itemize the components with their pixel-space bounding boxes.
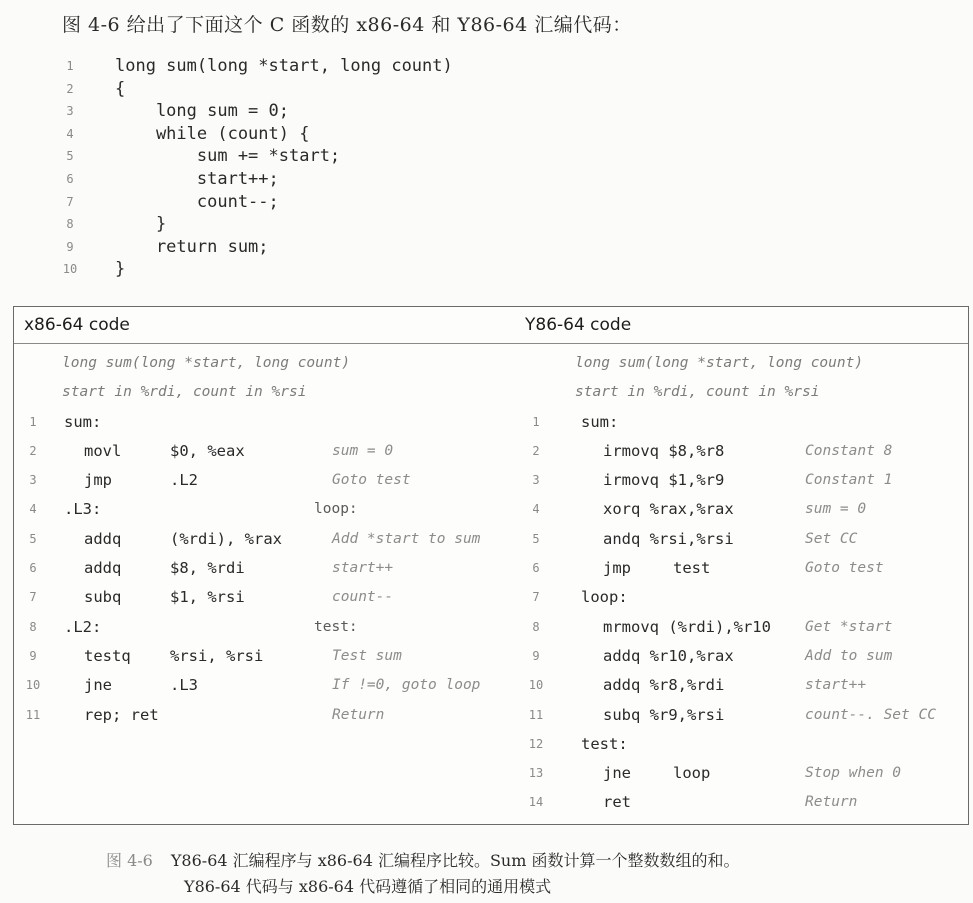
asm-comment: sum = 0	[805, 501, 867, 518]
asm-line	[14, 408, 504, 437]
asm-line	[517, 671, 967, 700]
asm-line	[14, 583, 504, 612]
line-number: 5	[532, 531, 540, 546]
line-number: 3	[29, 473, 37, 488]
line-number: 9	[29, 648, 37, 663]
asm-line	[517, 495, 967, 524]
line-number: 2	[29, 443, 37, 458]
asm-comment: Add *start to sum	[332, 530, 481, 547]
line-number: 11	[25, 707, 41, 722]
asm-operands: .L2	[170, 471, 198, 490]
asm-instruction: addq	[84, 559, 122, 578]
line-number: 2	[532, 443, 540, 458]
caption-line-2: Y86-64 代码与 x86-64 代码遵循了相同的通用模式	[184, 877, 552, 896]
asm-label: .L3:	[64, 500, 102, 519]
asm-line	[14, 613, 504, 642]
asm-line	[517, 642, 967, 671]
asm-line	[14, 466, 504, 495]
code-text: count--;	[115, 191, 279, 212]
asm-label: sum:	[64, 412, 102, 431]
asm-line	[517, 437, 967, 466]
line-number: 4	[532, 502, 540, 517]
signature-comment: start in %rdi, count in %rsi	[62, 384, 307, 401]
asm-instruction: jne	[603, 764, 631, 783]
asm-line	[14, 525, 504, 554]
asm-label: test:	[581, 734, 628, 753]
line-number: 4	[66, 126, 74, 141]
asm-line	[517, 583, 967, 612]
line-number: 3	[532, 473, 540, 488]
line-number: 6	[532, 561, 540, 576]
asm-instruction: addq %r8,%rdi	[603, 676, 725, 695]
line-number: 1	[532, 414, 540, 429]
asm-instruction: jmp	[603, 559, 631, 578]
asm-instruction: jmp	[84, 471, 112, 490]
asm-line	[14, 437, 504, 466]
line-number: 8	[66, 217, 74, 232]
intro-text: 图 4-6 给出了下面这个 C 函数的 x86-64 和 Y86-64 汇编代码：	[62, 14, 632, 36]
asm-line	[517, 554, 967, 583]
asm-comment-label: test:	[314, 618, 358, 635]
x86-listing	[14, 349, 504, 730]
line-number: 7	[29, 590, 37, 605]
asm-instruction: addq	[84, 529, 122, 548]
signature-comment-row	[14, 349, 504, 378]
line-number: 4	[29, 502, 37, 517]
asm-comment: Set CC	[805, 530, 858, 547]
code-text: }	[115, 259, 126, 280]
asm-line	[517, 525, 967, 554]
asm-line	[14, 642, 504, 671]
asm-label: loop:	[581, 588, 628, 607]
asm-instruction: rep; ret	[84, 705, 159, 724]
asm-line	[517, 701, 967, 730]
figure-caption	[106, 848, 739, 900]
signature-comment-row	[517, 349, 967, 378]
line-number: 11	[528, 707, 544, 722]
asm-operands: %rsi, %rsi	[170, 646, 264, 665]
asm-instruction: testq	[84, 646, 131, 665]
code-text: start++;	[115, 168, 279, 189]
line-number: 2	[66, 81, 74, 96]
asm-instruction: mrmovq (%rdi),%r10	[603, 617, 771, 636]
line-number: 8	[532, 619, 540, 634]
asm-comment: start++	[332, 560, 394, 577]
asm-instruction: irmovq $1,%r9	[603, 471, 725, 490]
code-text: {	[115, 78, 126, 99]
line-number: 10	[25, 678, 41, 693]
line-number: 9	[532, 648, 540, 663]
asm-line	[517, 788, 967, 817]
asm-comment: Return	[332, 706, 385, 723]
asm-line	[14, 554, 504, 583]
asm-comment: Stop when 0	[805, 765, 902, 782]
code-text: long sum(long *start, long count)	[115, 56, 453, 76]
line-number: 7	[66, 194, 74, 209]
x86-title: x86-64 code	[24, 315, 130, 335]
signature-comment: start in %rdi, count in %rsi	[575, 384, 820, 401]
asm-operands: $0, %eax	[170, 441, 245, 460]
code-text: long sum = 0;	[115, 101, 289, 122]
asm-comment: Constant 8	[805, 442, 893, 459]
asm-comment-label: loop:	[314, 501, 358, 518]
line-number: 10	[528, 678, 544, 693]
code-text: }	[115, 214, 167, 235]
asm-instruction: andq %rsi,%rsi	[603, 529, 734, 548]
asm-comment: start++	[805, 677, 867, 694]
asm-comment: If !=0, goto loop	[332, 677, 481, 694]
asm-instruction: movl	[84, 441, 122, 460]
asm-operands: .L3	[170, 676, 198, 695]
signature-comment-row	[517, 378, 967, 407]
asm-comment: count--	[332, 589, 394, 606]
line-number: 14	[528, 795, 544, 810]
line-number: 6	[29, 561, 37, 576]
y86-listing	[517, 349, 967, 818]
asm-comment: Goto test	[805, 560, 884, 577]
asm-label: .L2:	[64, 617, 102, 636]
code-text: return sum;	[115, 236, 269, 257]
asm-instruction: jne	[84, 676, 112, 695]
asm-line	[517, 466, 967, 495]
line-number: 13	[528, 766, 544, 781]
assembly-comparison-panel	[13, 306, 969, 825]
asm-line	[14, 701, 504, 730]
asm-comment: Return	[805, 794, 858, 811]
line-number: 8	[29, 619, 37, 634]
signature-comment: long sum(long *start, long count)	[62, 355, 351, 371]
line-number: 5	[29, 531, 37, 546]
signature-comment-row	[14, 378, 504, 407]
asm-operands: $1, %rsi	[170, 588, 245, 607]
code-text: while (count) {	[115, 123, 310, 144]
asm-comment: Goto test	[332, 472, 411, 489]
asm-operands: test	[673, 559, 711, 578]
asm-operands: $8, %rdi	[170, 559, 245, 578]
asm-instruction: ret	[603, 793, 631, 812]
panel-divider	[14, 343, 968, 344]
line-number: 3	[66, 104, 74, 119]
caption-number: 图 4-6	[106, 851, 153, 870]
asm-comment: Test sum	[332, 647, 402, 664]
asm-instruction: subq %r9,%rsi	[603, 705, 725, 724]
code-text: sum += *start;	[115, 146, 341, 167]
line-number: 6	[66, 171, 74, 186]
asm-comment: sum = 0	[332, 442, 394, 459]
asm-line	[517, 730, 967, 759]
y86-title: Y86-64 code	[525, 315, 632, 335]
line-number: 9	[66, 239, 74, 254]
asm-comment: Get *start	[805, 618, 893, 635]
asm-comment: count--. Set CC	[805, 706, 936, 723]
line-number: 1	[66, 59, 74, 73]
asm-label: sum:	[581, 412, 619, 431]
asm-line	[517, 613, 967, 642]
asm-instruction: subq	[84, 588, 122, 607]
line-number: 7	[532, 590, 540, 605]
line-number: 12	[528, 736, 544, 751]
asm-comment: Constant 1	[805, 472, 893, 489]
line-number: 5	[66, 149, 74, 164]
asm-line	[14, 495, 504, 524]
asm-line	[517, 759, 967, 788]
asm-line	[14, 671, 504, 700]
signature-comment: long sum(long *start, long count)	[575, 355, 864, 371]
asm-comment: Add to sum	[805, 647, 893, 664]
line-number: 1	[29, 414, 37, 429]
asm-operands: loop	[673, 764, 711, 783]
line-number: 10	[62, 262, 78, 277]
asm-line	[517, 408, 967, 437]
asm-instruction: addq %r10,%rax	[603, 646, 734, 665]
asm-instruction: xorq %rax,%rax	[603, 500, 734, 519]
asm-operands: (%rdi), %rax	[170, 529, 282, 548]
caption-line-1: Y86-64 汇编程序与 x86-64 汇编程序比较。Sum 函数计算一个整数数组的和。	[170, 851, 740, 870]
asm-instruction: irmovq $8,%r8	[603, 441, 725, 460]
